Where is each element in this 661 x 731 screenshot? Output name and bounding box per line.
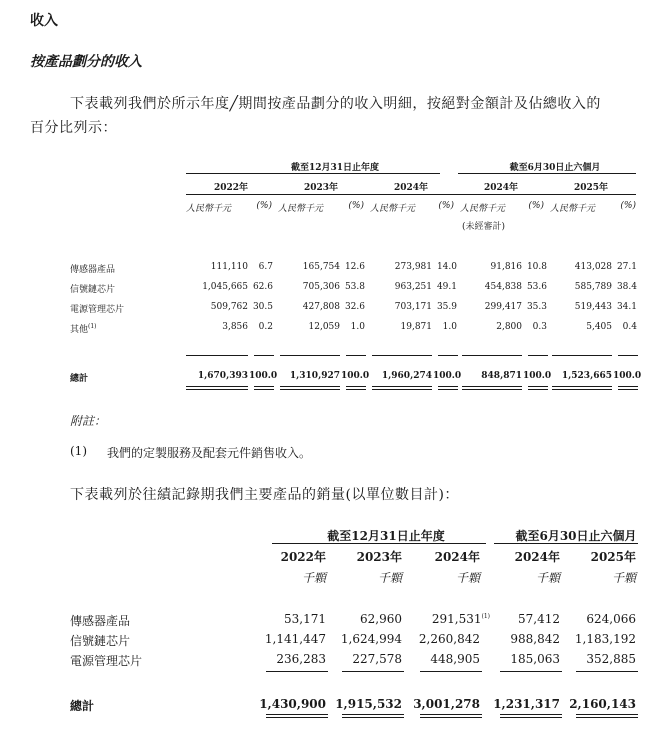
t2-cell: 1,141,447 [264, 632, 326, 646]
t1-double-rule [618, 386, 638, 390]
t2-unit: 千顆 [377, 571, 402, 585]
t1-total-cell: 100.0 [341, 371, 370, 381]
t1-unit-rmb: 人民幣千元 [370, 204, 416, 214]
t2-cell: 624,066 [586, 612, 636, 626]
t1-cell: 705,306 [302, 282, 340, 292]
t1-cell: 19,871 [400, 322, 432, 332]
t1-row-label: 電源管理芯片 [70, 305, 125, 315]
t1-cell: 30.5 [252, 302, 273, 312]
t1-row-note: (1) [88, 323, 97, 330]
t1-cell: 585,789 [574, 282, 612, 292]
t1-double-rule [372, 386, 432, 390]
t1-cell: 1.0 [442, 322, 457, 332]
t2-year: 2025年 [590, 550, 636, 564]
t1-cell: 519,443 [574, 302, 612, 312]
t1-double-rule [186, 386, 248, 390]
t1-cell: 91,816 [490, 262, 522, 272]
t1-row-label: 信號鏈芯片 [70, 285, 116, 295]
t1-total-cell: 1,960,274 [381, 371, 432, 381]
t1-cell: 703,171 [394, 302, 432, 312]
t2-year: 2023年 [356, 550, 402, 564]
t1-cell: 35.3 [526, 302, 547, 312]
t2-total-cell: 1,430,900 [259, 697, 326, 711]
t1-cell: 111,110 [210, 262, 248, 272]
t1-cell: 12.6 [344, 262, 365, 272]
t1-year: 2024年 [393, 183, 428, 193]
t1-cell: 6.7 [258, 262, 273, 272]
t2-cell: 227,578 [352, 652, 402, 666]
t1-cell: 27.1 [616, 262, 637, 272]
t1-total-cell: 1,670,393 [197, 371, 248, 381]
t1-double-rule [280, 386, 340, 390]
t1-unit-pct: (%) [620, 201, 636, 211]
t1-unit-pct: (%) [528, 201, 544, 211]
t1-cell: 53.6 [526, 282, 547, 292]
t2-cell: 1,624,994 [340, 632, 402, 646]
t1-double-rule [552, 386, 612, 390]
t2-cell: 291,531$^{(1)}$ [431, 612, 490, 626]
t2-row-label: 信號鏈芯片 [70, 634, 131, 648]
t2-cell: 2,260,842 [418, 632, 480, 646]
t2-unit: 千顆 [535, 571, 560, 585]
t1-unit-rmb: 人民幣千元 [186, 204, 232, 214]
t2-group-half: 截至6月30日止六個月 [515, 529, 637, 543]
note-text: 我們的定製服務及配套元件銷售收入。 [107, 446, 312, 460]
t1-unit-pct: (%) [348, 201, 364, 211]
t2-cell-note: (1) [481, 613, 490, 620]
t1-cell: 1.0 [350, 322, 365, 332]
t1-year: 2024年 [483, 183, 518, 193]
t2-cell: 1,183,192 [574, 632, 636, 646]
t1-total-cell: 100.0 [433, 371, 462, 381]
t1-cell: 38.4 [616, 282, 637, 292]
intro-paragraph-volume: 下表載列於往績記錄期我們主要產品的銷量(以單位數目計)： [70, 487, 459, 503]
t1-cell: 165,754 [302, 262, 340, 272]
section-heading: 收入 [30, 13, 58, 29]
t1-unit-pct: (%) [438, 201, 454, 211]
t2-cell: 185,063 [510, 652, 560, 666]
t1-double-rule [438, 386, 458, 390]
t1-cell: 35.9 [436, 302, 457, 312]
t1-year: 2023年 [303, 183, 338, 193]
t2-total-cell: 2,160,143 [569, 697, 636, 711]
t2-cell: 448,905 [430, 652, 480, 666]
t2-double-rule [500, 714, 562, 718]
t1-total-cell: 1,310,927 [289, 371, 340, 381]
t1-total-cell: 100.0 [613, 371, 642, 381]
t1-cell: 3,856 [222, 322, 248, 332]
t1-cell: 49.1 [436, 282, 457, 292]
t1-cell: 509,762 [210, 302, 248, 312]
t1-unit-rmb: 人民幣千元 [460, 204, 506, 214]
t1-cell: 0.4 [622, 322, 637, 332]
t1-cell: 53.8 [344, 282, 365, 292]
t2-unit: 千顆 [455, 571, 480, 585]
t1-double-rule [254, 386, 274, 390]
t1-cell: 273,981 [394, 262, 432, 272]
t1-row-label: 傳感器產品 [70, 265, 116, 275]
t1-cell: 5,405 [586, 322, 612, 332]
t1-cell: 963,251 [394, 282, 432, 292]
t1-cell: 34.1 [616, 302, 637, 312]
t1-cell: 62.6 [252, 282, 273, 292]
t2-total-cell: 3,001,278 [413, 697, 480, 711]
t1-total-label: 總計 [70, 374, 89, 384]
t2-double-rule [266, 714, 328, 718]
t2-double-rule [420, 714, 482, 718]
t2-row-label: 電源管理芯片 [70, 654, 143, 668]
t2-double-rule [576, 714, 638, 718]
t1-cell: 32.6 [344, 302, 365, 312]
t1-row-label: 其他$^{(1)}$ [70, 323, 97, 335]
t1-total-cell: 100.0 [249, 371, 278, 381]
t2-group-year: 截至12月31日止年度 [327, 529, 445, 543]
t2-year: 2024年 [514, 550, 560, 564]
t2-cell: 57,412 [518, 612, 560, 626]
t2-row-label: 傳感器產品 [70, 614, 131, 628]
t1-year: 2025年 [573, 183, 608, 193]
intro-paragraph-line1: 下表載列我們於所示年度╱期間按產品劃分的收入明細，按絕對金額計及佔總收入的 [70, 96, 601, 112]
t2-year: 2022年 [280, 550, 326, 564]
t1-total-cell: 1,523,665 [561, 371, 612, 381]
t1-double-rule [462, 386, 522, 390]
t1-cell: 12,059 [308, 322, 340, 332]
t2-total-cell: 1,915,532 [335, 697, 402, 711]
t2-total-label: 總計 [70, 699, 95, 713]
notes-title: 附註： [70, 414, 107, 428]
t2-cell: 53,171 [284, 612, 326, 626]
t1-total-cell: 100.0 [523, 371, 552, 381]
t1-year: 2022年 [213, 183, 248, 193]
t1-group-year: 截至12月31日止年度 [290, 163, 380, 173]
t1-unit-pct: (%) [256, 201, 272, 211]
t1-cell: 427,808 [302, 302, 340, 312]
note-number: (1) [70, 444, 87, 458]
t1-cell: 413,028 [574, 262, 612, 272]
t2-double-rule [342, 714, 404, 718]
t1-unaudited: (未經審計) [462, 222, 506, 232]
t1-cell: 1,045,665 [202, 282, 248, 292]
t1-cell: 2,800 [496, 322, 522, 332]
t1-cell: 0.3 [532, 322, 547, 332]
intro-paragraph-line2: 百分比列示： [30, 120, 117, 136]
t1-double-rule [346, 386, 366, 390]
t1-unit-rmb: 人民幣千元 [550, 204, 596, 214]
t1-cell: 14.0 [436, 262, 457, 272]
t1-group-half: 截至6月30日止六個月 [509, 163, 601, 173]
t1-cell: 10.8 [526, 262, 547, 272]
t1-cell: 299,417 [484, 302, 522, 312]
t1-cell: 454,838 [484, 282, 522, 292]
subsection-heading: 按產品劃分的收入 [30, 54, 142, 70]
t1-total-cell: 848,871 [481, 371, 522, 381]
t2-cell: 62,960 [360, 612, 402, 626]
t2-cell: 988,842 [510, 632, 560, 646]
t1-cell: 0.2 [258, 322, 273, 332]
t2-cell: 236,283 [276, 652, 326, 666]
t2-cell: 352,885 [586, 652, 636, 666]
t2-total-cell: 1,231,317 [493, 697, 560, 711]
t1-double-rule [528, 386, 548, 390]
t1-unit-rmb: 人民幣千元 [278, 204, 324, 214]
t2-year: 2024年 [434, 550, 480, 564]
t2-unit: 千顆 [611, 571, 636, 585]
t2-unit: 千顆 [301, 571, 326, 585]
